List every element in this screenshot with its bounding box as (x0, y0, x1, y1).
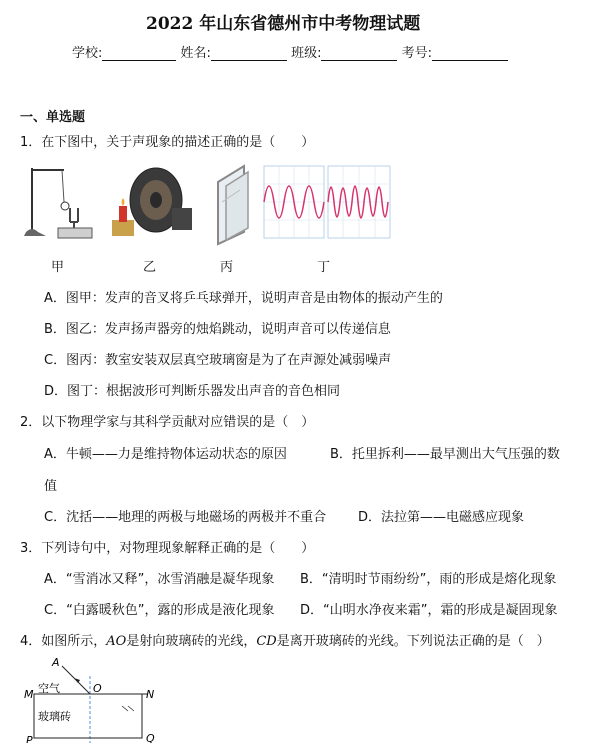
figure-jia-image (24, 168, 92, 238)
q4-label-p: P (26, 734, 33, 743)
figure-bing-image (218, 166, 248, 244)
school-label: 学校: (72, 46, 103, 61)
q4-stem-part2: 是射向玻璃砖的光线， (126, 634, 257, 649)
q4-ray-cd: CD (256, 634, 277, 649)
q1-option-b[interactable]: B．图乙：发声扬声器旁的烛焰跳动，说明声音可以传递信息 (44, 322, 391, 337)
q3-option-b[interactable]: B．“清明时节雨纷纷”，雨的形成是熔化现象 (300, 572, 557, 587)
q2-stem: 2．以下物理学家与其科学贡献对应错误的是（ ） (20, 415, 315, 430)
figure-ding-image (264, 166, 390, 238)
q3-option-c[interactable]: C．“白露暖秋色”，露的形成是液化现象 (44, 603, 275, 618)
q4-stem-part1: 4．如图所示， (20, 634, 107, 649)
q3-stem: 3．下列诗句中，对物理现象解释正确的是（ ） (20, 541, 315, 556)
q4-label-o: O (93, 682, 102, 695)
class-label: 班级: (291, 46, 322, 61)
section-heading: 一、单选题 (20, 110, 86, 125)
info-row (72, 42, 508, 61)
school-blank[interactable] (102, 47, 176, 61)
q4-label-m: M (24, 688, 34, 701)
q2-option-b[interactable]: B．托里拆利——最早测出大气压强的数 (330, 447, 560, 462)
page-title: 2022 年山东省德州市中考物理试题 (146, 14, 421, 34)
q3-option-a[interactable]: A．“雪消冰又释”，冰雪消融是凝华现象 (44, 572, 275, 587)
figure-label-ding: 丁 (317, 260, 331, 275)
q1-figure (22, 162, 394, 248)
exam-no-label: 考号: (401, 46, 432, 61)
name-blank[interactable] (211, 47, 287, 61)
q1-option-c[interactable]: C．图丙：教室安装双层真空玻璃窗是为了在声源处减弱噪声 (44, 353, 392, 368)
figure-label-jia: 甲 (51, 260, 65, 275)
q4-label-air: 空气 (38, 682, 60, 695)
q1-option-d[interactable]: D．图丁：根据波形可判断乐器发出声音的音色相同 (44, 384, 341, 399)
q4-stem-part3: 是离开玻璃砖的光线。下列说法正确的是（ ） (276, 634, 550, 649)
q4-label-a: A (52, 656, 60, 669)
q2-option-a[interactable]: A．牛顿——力是维持物体运动状态的原因 (44, 447, 287, 462)
class-blank[interactable] (321, 47, 397, 61)
q4-stem (20, 630, 550, 649)
q2-option-d[interactable]: D．法拉第——电磁感应现象 (358, 510, 525, 525)
name-label: 姓名: (180, 46, 211, 61)
q4-label-q: Q (146, 732, 155, 743)
figure-yi-image (112, 168, 192, 236)
q4-label-n: N (146, 688, 155, 701)
q3-option-d[interactable]: D．“山明水净夜来霜”，霜的形成是凝固现象 (300, 603, 558, 618)
q4-label-glass: 玻璃砖 (38, 710, 71, 723)
q4-figure (22, 656, 172, 743)
q1-option-a[interactable]: A．图甲：发声的音叉将乒乓球弹开，说明声音是由物体的振动产生的 (44, 291, 443, 306)
exam-no-blank[interactable] (432, 47, 508, 61)
q2-option-c[interactable]: C．沈括——地理的两极与地磁场的两极并不重合 (44, 510, 327, 525)
q4-ray-ao: AO (106, 634, 127, 649)
q2-option-b-cont: 值 (44, 479, 58, 494)
q1-stem: 1．在下图中，关于声现象的描述正确的是（ ） (20, 135, 315, 150)
figure-label-bing: 丙 (220, 260, 234, 275)
figure-label-yi: 乙 (143, 260, 157, 275)
